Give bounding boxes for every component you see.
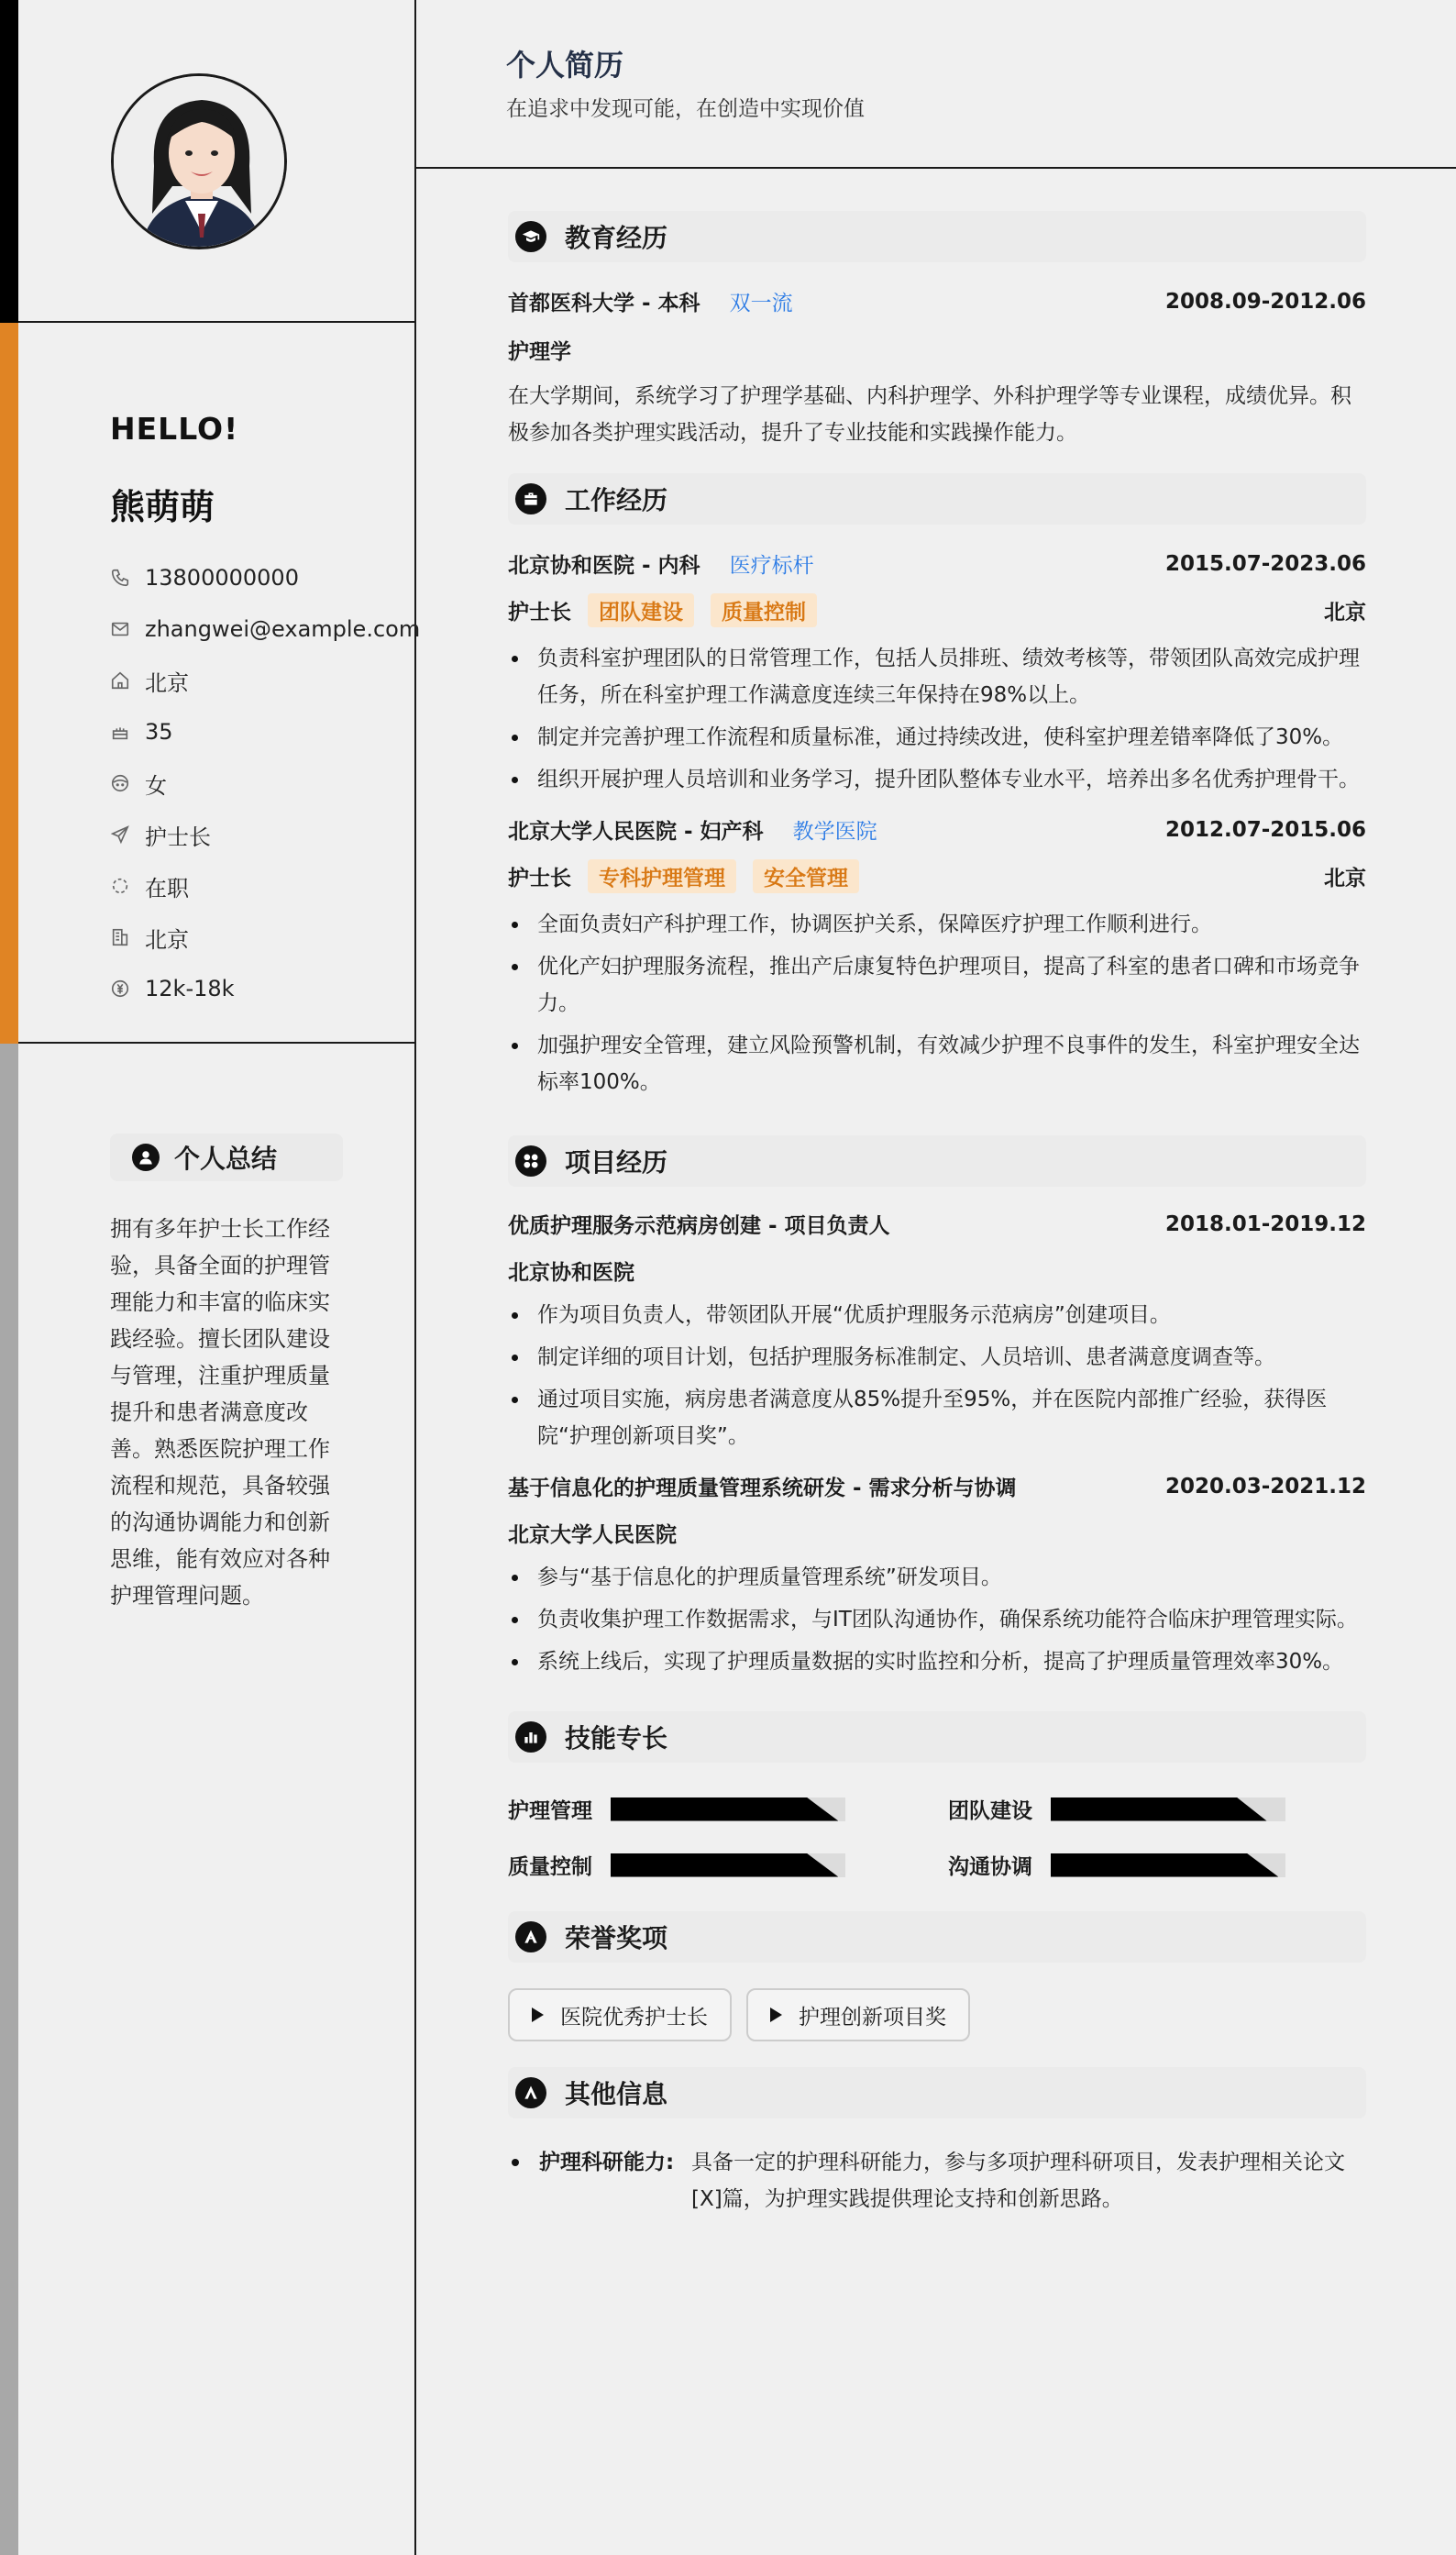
education-date: 2008.09-2012.06 — [1164, 289, 1366, 314]
skill-bar-fill — [1051, 1797, 1267, 1821]
briefcase-icon — [515, 483, 546, 514]
work-date: 2015.07-2023.06 — [1164, 551, 1366, 576]
skills-section — [508, 1711, 1366, 1880]
honors-section — [508, 1911, 1366, 2041]
contact-age — [110, 706, 420, 758]
work-city: 北京 — [1324, 601, 1366, 625]
honor-chip[interactable] — [508, 1988, 732, 2041]
work-role-row — [508, 859, 1366, 893]
education-desc: 在大学期间，系统学习了护理学基础、内科护理学、外科护理学等专业课程，成绩优异。积极参加各类护理实践活动，提升了专业技能和实践操作能力。 — [508, 384, 1351, 445]
bar-chart-icon — [515, 1721, 546, 1753]
building-icon — [110, 927, 130, 947]
work-item — [508, 548, 1366, 798]
project-name: 优质护理服务示范病房创建 - 项目负责人 — [508, 1214, 890, 1238]
work-city: 北京 — [1324, 867, 1366, 890]
work-org-tag: 教学医院 — [792, 820, 877, 844]
list-item: 负责收集护理工作数据需求，与IT团队沟通协作，确保系统功能符合临床护理管理实际。 — [508, 1601, 1366, 1638]
list-item: 通过项目实施，病房患者满意度从85%提升至95%，并在医院内部推广经验，获得医院“护理创新项目奖”。 — [508, 1381, 1366, 1454]
user-icon — [132, 1144, 160, 1171]
skill-name: 护理管理 — [508, 1799, 592, 1823]
contact-location — [110, 655, 420, 706]
work-org: 北京大学人民医院 - 妇产科 — [508, 820, 764, 844]
summary-heading — [110, 1134, 343, 1181]
work-item — [508, 814, 1366, 1101]
skill-item — [508, 1850, 948, 1880]
project-date: 2018.01-2019.12 — [1164, 1211, 1366, 1236]
contact-position — [110, 809, 420, 860]
skill-bar — [1051, 1797, 1285, 1821]
education-section — [508, 211, 1366, 451]
skill-item — [948, 1794, 1366, 1824]
project-item — [508, 1471, 1366, 1680]
contact-phone-value: 13800000000 — [145, 565, 299, 591]
honor-list — [508, 1988, 1366, 2041]
section-heading — [508, 211, 1366, 262]
projects-section — [508, 1135, 1366, 1680]
skill-item — [508, 1794, 948, 1824]
skills-grid — [508, 1794, 1366, 1880]
cake-icon — [110, 722, 130, 742]
project-date: 2020.03-2021.12 — [1164, 1474, 1366, 1499]
status-icon — [110, 876, 130, 896]
contact-phone — [110, 552, 420, 603]
list-item: 优化产妇护理服务流程，推出产后康复特色护理项目，提高了科室的患者口碑和市场竞争力。 — [508, 948, 1366, 1022]
section-heading — [508, 473, 1366, 525]
major-row — [508, 335, 1366, 365]
work-row — [508, 548, 1366, 579]
sidebar-divider — [18, 1042, 416, 1044]
contact-salary — [110, 963, 420, 1014]
list-item: 作为项目负责人，带领团队开展“优质护理服务示范病房”创建项目。 — [508, 1297, 1366, 1333]
skill-bar-fill — [611, 1797, 838, 1821]
skill-bar-fill — [611, 1853, 838, 1877]
play-icon — [770, 2008, 782, 2022]
work-role: 护士长 — [508, 601, 571, 625]
work-role-row — [508, 593, 1366, 627]
list-item: 系统上线后，实现了护理质量数据的实时监控和分析，提高了护理质量管理效率30%。 — [508, 1643, 1366, 1680]
honor-label: 医院优秀护士长 — [560, 2005, 708, 2030]
contact-list — [110, 552, 420, 1014]
section-heading — [508, 1135, 1366, 1187]
skill-tag: 质量控制 — [711, 593, 817, 627]
phone-icon — [110, 568, 130, 588]
skill-name: 沟通协调 — [948, 1855, 1032, 1879]
contact-city-value: 北京 — [145, 926, 189, 953]
section-title: 项目经历 — [565, 1147, 668, 1178]
list-item: 全面负责妇产科护理工作，协调医护关系，保障医疗护理工作顺利进行。 — [508, 906, 1366, 943]
major: 护理学 — [508, 340, 571, 364]
list-item: 制定详细的项目计划，包括护理服务标准制定、人员培训、患者满意度调查等。 — [508, 1339, 1366, 1376]
other-section — [508, 2067, 1366, 2218]
contact-email — [110, 603, 420, 655]
project-bullets — [508, 1297, 1366, 1454]
project-org: 北京大学人民医院 — [508, 1523, 677, 1547]
contact-status-value: 在职 — [145, 875, 189, 901]
work-bullets — [508, 640, 1366, 798]
contact-location-value: 北京 — [145, 669, 189, 696]
education-row — [508, 286, 1366, 316]
bullet-dot — [512, 2159, 519, 2166]
project-org-row — [508, 1518, 1366, 1548]
honor-chip[interactable] — [746, 1988, 970, 2041]
page-title: 个人简历 — [506, 48, 624, 83]
list-item: 制定并完善护理工作流程和质量标准，通过持续改进，使科室护理差错率降低了30%。 — [508, 719, 1366, 756]
section-title: 其他信息 — [565, 2079, 668, 2109]
work-row — [508, 814, 1366, 845]
other-item — [508, 2144, 1366, 2218]
project-bullets — [508, 1559, 1366, 1680]
summary-title: 个人总结 — [174, 1144, 278, 1174]
info-a-icon — [515, 2077, 546, 2108]
project-org: 北京协和医院 — [508, 1261, 634, 1285]
list-item: 组织开展护理人员培训和业务学习，提升团队整体专业水平，培养出多名优秀护理骨干。 — [508, 761, 1366, 798]
other-value: 具备一定的护理科研能力，参与多项护理科研项目，发表护理相关论文[X]篇，为护理实践提供理论支持和创新思路。 — [691, 2151, 1345, 2211]
list-item: 加强护理安全管理，建立风险预警机制，有效减少护理不良事件的发生，科室护理安全达标率100%。 — [508, 1027, 1366, 1101]
play-icon — [532, 2008, 544, 2022]
skill-bar — [611, 1853, 845, 1877]
contact-salary-value: 12k-18k — [145, 976, 235, 1001]
skill-tag: 安全管理 — [753, 859, 859, 893]
skill-tag: 专科护理管理 — [588, 859, 736, 893]
skill-item — [948, 1850, 1366, 1880]
section-heading — [508, 1911, 1366, 1963]
gender-icon — [110, 773, 130, 793]
page-subtitle: 在追求中发现可能，在创造中实现价值 — [506, 97, 865, 121]
contact-gender — [110, 758, 420, 809]
list-item: 负责科室护理团队的日常管理工作，包括人员排班、绩效考核等，带领团队高效完成护理任务，所在科室护理工作满意度连续三年保持在98%以上。 — [508, 640, 1366, 713]
sidebar-divider — [18, 321, 416, 323]
honor-label: 护理创新项目奖 — [799, 2005, 946, 2030]
project-item — [508, 1209, 1366, 1454]
work-date: 2012.07-2015.06 — [1164, 817, 1366, 842]
skill-name: 团队建设 — [948, 1799, 1032, 1823]
avatar — [111, 73, 287, 249]
skill-name: 质量控制 — [508, 1855, 592, 1879]
skill-bar — [1051, 1853, 1285, 1877]
mail-icon — [110, 619, 130, 639]
sidebar — [18, 0, 421, 2555]
project-name: 基于信息化的护理质量管理系统研发 - 需求分析与协调 — [508, 1477, 1017, 1500]
graduation-cap-icon — [515, 221, 546, 252]
section-heading — [508, 1711, 1366, 1763]
send-icon — [110, 824, 130, 845]
project-row — [508, 1471, 1366, 1501]
accent-bar-bottom — [0, 1044, 18, 2555]
summary-text: 拥有多年护士长工作经验，具备全面的护理管理能力和丰富的临床实践经验。擅长团队建设与管理，注重护理质量提升和患者满意度改善。熟悉医院护理工作流程和规范，具备较强的沟通协调能力和创新思维，能有效应对各种护理管理问题。 — [110, 1216, 330, 1609]
section-title: 工作经历 — [565, 485, 668, 515]
profile-name: 熊萌萌 — [110, 487, 215, 527]
grid-icon — [515, 1145, 546, 1177]
section-title: 技能专长 — [565, 1723, 668, 1753]
work-org-tag: 医疗标杆 — [729, 554, 814, 578]
other-key: 护理科研能力: — [539, 2151, 675, 2174]
contact-email-value: zhangwei@example.com — [145, 616, 421, 642]
school-tag: 双一流 — [729, 292, 793, 315]
work-bullets — [508, 906, 1366, 1101]
contact-gender-value: 女 — [145, 772, 167, 799]
section-heading — [508, 2067, 1366, 2118]
project-org-row — [508, 1255, 1366, 1286]
section-title: 荣誉奖项 — [565, 1923, 668, 1953]
award-icon — [515, 1921, 546, 1952]
work-org: 北京协和医院 - 内科 — [508, 554, 700, 578]
section-title: 教育经历 — [565, 223, 668, 253]
list-item: 参与“基于信息化的护理质量管理系统”研发项目。 — [508, 1559, 1366, 1596]
accent-bar-top — [0, 0, 18, 323]
skill-tag: 团队建设 — [588, 593, 694, 627]
work-role: 护士长 — [508, 867, 571, 890]
contact-city — [110, 912, 420, 963]
avatar-illustration — [114, 76, 287, 249]
salary-icon — [110, 979, 130, 999]
contact-position-value: 护士长 — [145, 824, 211, 850]
hello-heading: HELLO! — [110, 411, 239, 447]
school-name: 首都医科大学 - 本科 — [508, 292, 700, 315]
contact-status — [110, 860, 420, 912]
skill-bar-fill — [1051, 1853, 1278, 1877]
accent-bar-middle — [0, 323, 18, 1044]
home-icon — [110, 670, 130, 691]
page-header — [416, 0, 1456, 169]
project-row — [508, 1209, 1366, 1239]
work-section — [508, 473, 1366, 1101]
contact-age-value: 35 — [145, 719, 173, 745]
skill-bar — [611, 1797, 845, 1821]
main-content — [508, 211, 1366, 2218]
